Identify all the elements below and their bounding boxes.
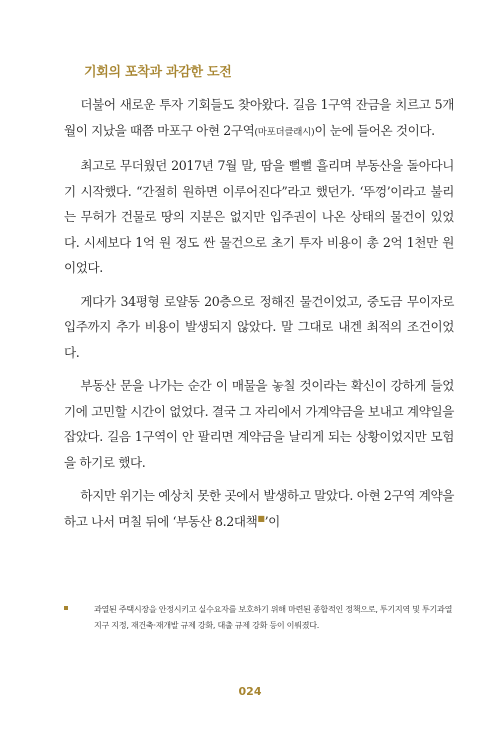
paragraph-5-end: ’이 xyxy=(264,513,280,529)
section-heading: 기회의 포착과 과감한 도전 xyxy=(84,65,232,80)
body-text xyxy=(64,92,454,542)
footnote-marker-icon xyxy=(64,606,68,610)
footnote-text: 과열된 주택시장을 안정시키고 실수요자를 보호하기 위해 마련된 종합적인 정책으로, 투기지역 및 투기과열지구 지정, 재건축·재개발 규제 강화, 대출 규제 강화 등이 이뤄졌다. xyxy=(94,604,453,630)
paragraph-1-main: 더불어 새로운 투자 기회들도 찾아왔다. 길음 1구역 잔금을 치르고 5개월이 지났을 때쯤 마포구 아현 2구역 xyxy=(64,97,454,138)
paragraph-5-main: 하지만 위기는 예상치 못한 곳에서 발생하고 말았다. 아현 2구역 계약을 하고 나서 며칠 뒤에 ‘부동산 8.2대책 xyxy=(64,488,454,529)
paragraph-5 xyxy=(64,483,454,534)
paragraph-2: 최고로 무더웠던 2017년 7월 말, 땀을 뻘뻘 흘리며 부동산을 돌아다니기 시작했다. “간절히 원하면 이루어진다”라고 했던가. ‘뚜껑’이라고 불리는 무허가 건물로 땅의 지분은 없지만 입주권이 나온 상태의 물건이 있었다. 시세보다 1억 원 정도 싼 물건으로 초기 투자 비용이 총 2억 1천만 원이었다. xyxy=(64,158,454,275)
paragraph-3: 게다가 34평형 로얄동 20층으로 정해진 물건이었고, 중도금 무이자로 입주까지 추가 비용이 발생되지 않았다. 말 그대로 내겐 최적의 조건이었다. xyxy=(64,293,454,360)
paragraph-1-end: 이 눈에 들어온 것이다. xyxy=(314,122,435,138)
paragraph-4: 부동산 문을 나가는 순간 이 매물을 놓칠 것이라는 확신이 강하게 들었기에 고민할 시간이 없었다. 결국 그 자리에서 가계약금을 보내고 계약일을 잡았다. 길음 1구역이 안 팔리면 계약금을 날리게 되는 상황이었지만 모험을 하기로 했다. xyxy=(64,378,454,470)
page-number: 024 xyxy=(238,685,262,698)
footnote xyxy=(64,601,454,633)
footnote-reference-marker: ■ xyxy=(257,513,265,523)
paragraph-1 xyxy=(64,92,454,145)
paragraph-1-aside: (마포더클래시) xyxy=(254,126,315,138)
